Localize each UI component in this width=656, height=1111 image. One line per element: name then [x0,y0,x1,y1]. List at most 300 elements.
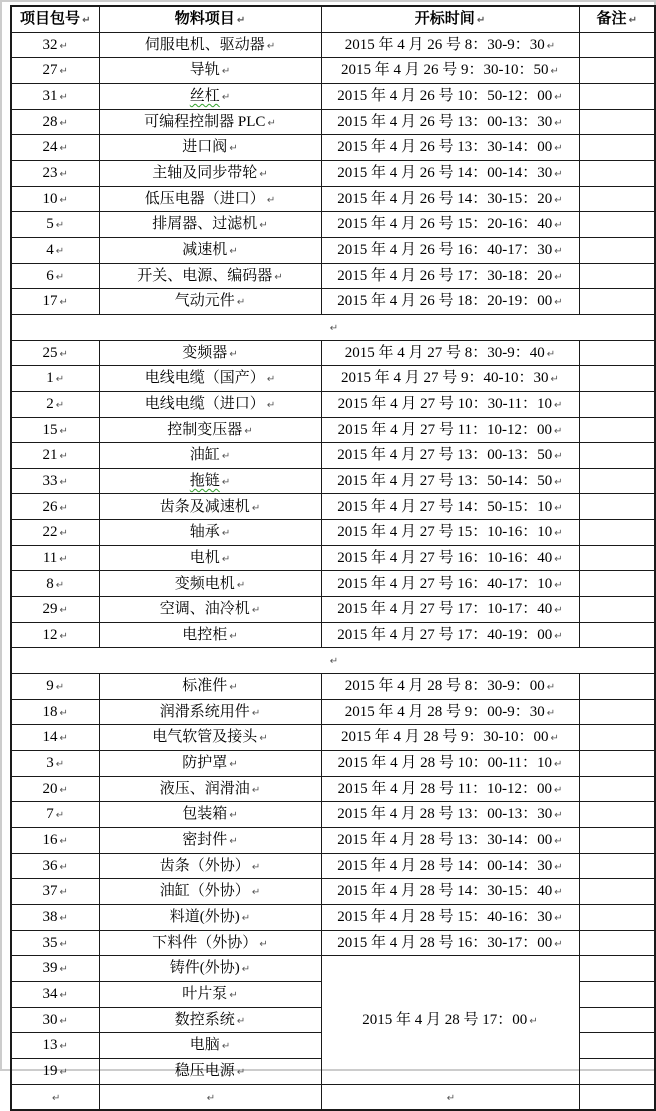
header-package-number[interactable] [11,6,99,32]
remark-cell[interactable] [579,58,655,84]
bid-time-cell[interactable] [321,468,579,494]
remark-cell[interactable] [579,1058,655,1084]
table-row [11,289,655,315]
bid-time-cell[interactable] [321,571,579,597]
material-item: 电线电缆（进口） [144,395,265,412]
bid-time-cell[interactable] [321,725,579,751]
table-row [11,571,655,597]
table-row [11,135,655,161]
material-item: 低压电器（进口） [144,190,265,207]
material-item-cell[interactable] [99,391,321,417]
package-number-cell[interactable] [11,545,99,571]
column-header-label: 项目包号 [20,11,81,28]
paragraph-mark-icon: ↵ [59,348,68,360]
package-number: 20 [42,780,58,797]
material-item-cell[interactable] [99,879,321,905]
package-number-cell[interactable] [11,263,99,289]
bid-time-cell[interactable] [321,263,579,289]
bid-time: 2015 年 4 月 27 号 16：40-17：10 [337,575,553,592]
material-item-cell[interactable] [99,828,321,854]
package-number-cell[interactable] [11,802,99,828]
remark-cell[interactable] [579,699,655,725]
package-number-cell[interactable] [11,828,99,854]
paragraph-mark-icon: ↵ [554,861,563,873]
package-number: 6 [46,267,54,284]
paragraph-mark-icon: ↵ [554,553,563,565]
remark-cell[interactable] [579,622,655,648]
package-number-cell[interactable] [11,674,99,700]
paragraph-mark-icon: ↵ [550,733,559,745]
package-number-cell[interactable] [11,956,99,982]
package-number: 8 [46,575,54,592]
remark-cell[interactable] [579,751,655,777]
bid-time-cell[interactable] [321,443,579,469]
package-number: 25 [42,344,58,361]
remark-cell[interactable] [579,468,655,494]
bid-time-cell[interactable] [321,699,579,725]
remark-cell[interactable] [579,417,655,443]
material-item: 轴承 [189,524,220,541]
bid-time-cell[interactable] [321,289,579,315]
package-number-cell[interactable] [11,1084,99,1110]
tail-empty-row [11,1084,655,1110]
material-item: 料道(外协) [169,909,240,926]
paragraph-mark-icon: ↵ [546,707,556,719]
bid-time-cell[interactable] [321,674,579,700]
material-item: 导轨 [189,62,220,79]
bid-time-cell[interactable] [321,58,579,84]
material-item-cell[interactable] [99,417,321,443]
bid-time: 2015 年 4 月 26 号 9：30-10：50 [341,62,549,79]
paragraph-mark-icon: ↵ [59,476,68,488]
remark-cell[interactable] [579,597,655,623]
package-number-cell[interactable] [11,853,99,879]
package-number: 24 [42,139,58,156]
table-row [11,160,655,186]
paragraph-mark-icon: ↵ [236,1015,246,1027]
package-number-cell[interactable] [11,622,99,648]
bid-time-cell[interactable] [321,186,579,212]
package-number-cell[interactable] [11,417,99,443]
paragraph-mark-icon: ↵ [259,938,268,950]
material-item: 气动元件 [174,293,235,310]
paragraph-mark-icon: ↵ [59,938,68,950]
package-number-cell[interactable] [11,981,99,1007]
bid-time-cell[interactable] [321,879,579,905]
paragraph-mark-icon: ↵ [59,887,68,899]
package-number-cell[interactable] [11,1058,99,1084]
paragraph-mark-icon: ↵ [554,220,563,232]
package-number-cell[interactable] [11,186,99,212]
paragraph-mark-icon: ↵ [52,1092,61,1104]
paragraph-mark-icon: ↵ [251,784,261,796]
remark-cell[interactable] [579,520,655,546]
material-item-cell[interactable] [99,904,321,930]
table-row [11,109,655,135]
bid-time-cell[interactable] [321,545,579,571]
material-item-cell[interactable] [99,1084,321,1110]
material-item-cell[interactable] [99,109,321,135]
package-number: 28 [42,113,58,130]
material-item-cell[interactable] [99,160,321,186]
material-item-cell[interactable] [99,725,321,751]
package-number-cell[interactable] [11,776,99,802]
bid-time-cell[interactable] [321,930,579,956]
paragraph-mark-icon: ↵ [236,297,246,309]
paragraph-mark-icon: ↵ [229,245,238,257]
paragraph-mark-icon: ↵ [59,990,68,1002]
package-number-cell[interactable] [11,468,99,494]
package-number-cell[interactable] [11,366,99,392]
material-item-cell[interactable] [99,135,321,161]
material-item-cell[interactable] [99,776,321,802]
package-number: 21 [42,447,58,464]
paragraph-mark-icon: ↵ [59,143,68,155]
material-item-cell[interactable] [99,571,321,597]
material-item-cell[interactable] [99,83,321,109]
remark-cell[interactable] [579,828,655,854]
material-item-cell[interactable] [99,751,321,777]
remark-cell[interactable] [579,853,655,879]
remark-cell[interactable] [579,83,655,109]
remark-cell[interactable] [579,571,655,597]
bid-time-cell[interactable] [321,1084,579,1110]
material-item-cell[interactable] [99,340,321,366]
package-number: 31 [42,88,58,105]
remark-cell[interactable] [579,135,655,161]
bid-time-cell[interactable] [321,340,579,366]
bid-time-cell[interactable] [321,160,579,186]
material-item-cell[interactable] [99,1007,321,1033]
remark-cell[interactable] [579,802,655,828]
package-number-cell[interactable] [11,699,99,725]
paragraph-mark-icon: ↵ [59,297,68,309]
paragraph-mark-icon: ↵ [267,117,276,129]
remark-cell[interactable] [579,391,655,417]
separator-cell[interactable] [11,648,655,674]
material-item-cell[interactable] [99,443,321,469]
material-item-cell[interactable] [99,237,321,263]
table-row [11,83,655,109]
package-number-cell[interactable] [11,391,99,417]
material-item-cell[interactable] [99,545,321,571]
paragraph-mark-icon: ↵ [59,1066,68,1078]
remark-cell[interactable] [579,930,655,956]
material-item-cell[interactable] [99,802,321,828]
package-number-cell[interactable] [11,725,99,751]
package-number: 7 [46,806,54,823]
bid-time: 2015 年 4 月 28 号 9：00-9：30 [344,703,545,720]
material-item-cell[interactable] [99,494,321,520]
package-number: 19 [42,1062,58,1079]
header-material-item[interactable] [99,6,321,32]
remark-cell[interactable] [579,212,655,238]
header-bid-time[interactable] [321,6,579,32]
bid-time-cell[interactable] [321,853,579,879]
paragraph-mark-icon: ↵ [221,528,231,540]
remark-cell[interactable] [579,956,655,982]
package-number-cell[interactable] [11,340,99,366]
material-item-cell[interactable] [99,853,321,879]
table-row [11,520,655,546]
package-number-cell[interactable] [11,237,99,263]
package-number-cell[interactable] [11,930,99,956]
remark-cell[interactable] [579,32,655,58]
paragraph-mark-icon: ↵ [236,15,246,27]
remark-cell[interactable] [579,725,655,751]
bid-time-cell[interactable] [321,109,579,135]
material-item-cell[interactable] [99,212,321,238]
remark-cell[interactable] [579,289,655,315]
material-item-cell[interactable] [99,186,321,212]
material-item-cell[interactable] [99,622,321,648]
package-number-cell[interactable] [11,1033,99,1059]
remark-cell[interactable] [579,494,655,520]
remark-cell[interactable] [579,674,655,700]
material-item-cell[interactable] [99,366,321,392]
bid-time: 2015 年 4 月 26 号 17：30-18：20 [337,267,553,284]
material-item: 齿条及减速机 [159,498,250,515]
package-number-cell[interactable] [11,32,99,58]
paragraph-mark-icon: ↵ [241,913,251,925]
paragraph-mark-icon: ↵ [221,553,231,565]
table-header-row [11,6,655,32]
paragraph-mark-icon: ↵ [59,40,68,52]
material-item-cell[interactable] [99,930,321,956]
bid-time: 2015 年 4 月 27 号 9：40-10：30 [341,370,549,387]
package-number-cell[interactable] [11,135,99,161]
paragraph-mark-icon: ↵ [554,759,563,771]
table-row [11,32,655,58]
paragraph-mark-icon: ↵ [554,117,563,129]
material-item: 防护罩 [182,755,228,772]
material-item: 空调、油冷机 [159,601,250,618]
bid-time-cell[interactable] [321,520,579,546]
paragraph-mark-icon: ↵ [554,630,563,642]
table-row [11,725,655,751]
material-item-cell[interactable] [99,58,321,84]
table-row [11,186,655,212]
bid-time-cell[interactable] [321,83,579,109]
paragraph-mark-icon: ↵ [554,425,563,437]
package-number: 1 [46,370,54,387]
package-number: 35 [42,934,58,951]
table-row [11,802,655,828]
remark-cell[interactable] [579,366,655,392]
material-item-cell[interactable] [99,699,321,725]
paragraph-mark-icon: ↵ [206,1092,216,1104]
paragraph-mark-icon: ↵ [546,40,556,52]
bid-time-cell[interactable] [321,597,579,623]
package-number: 30 [42,1011,58,1028]
paragraph-mark-icon: ↵ [554,245,563,257]
paragraph-mark-icon: ↵ [55,579,65,591]
remark-cell[interactable] [579,776,655,802]
paragraph-mark-icon: ↵ [476,15,486,27]
paragraph-mark-icon: ↵ [221,476,231,488]
material-item-cell[interactable] [99,674,321,700]
table-row [11,674,655,700]
package-number-cell[interactable] [11,289,99,315]
package-number-cell[interactable] [11,520,99,546]
material-item: 丝杠 [189,88,220,105]
remark-cell[interactable] [579,879,655,905]
package-number: 36 [42,857,58,874]
bid-time-cell[interactable] [321,622,579,648]
header-row [11,6,655,32]
package-number: 38 [42,909,58,926]
paragraph-mark-icon: ↵ [59,733,68,745]
paragraph-mark-icon: ↵ [229,682,238,694]
bid-time-cell[interactable] [321,956,579,1084]
bid-time-cell[interactable] [321,828,579,854]
remark-cell[interactable] [579,1033,655,1059]
package-number: 27 [42,62,58,79]
package-number: 3 [46,755,54,772]
material-item-cell[interactable] [99,1058,321,1084]
bid-time-cell[interactable] [321,32,579,58]
package-number-cell[interactable] [11,494,99,520]
bid-time-cell[interactable] [321,494,579,520]
paragraph-mark-icon: ↵ [59,502,68,514]
remark-cell[interactable] [579,263,655,289]
paragraph-mark-icon: ↵ [55,271,65,283]
remark-cell[interactable] [579,340,655,366]
package-number-cell[interactable] [11,1007,99,1033]
bid-time-cell[interactable] [321,366,579,392]
paragraph-mark-icon: ↵ [244,425,253,437]
material-item-cell[interactable] [99,1033,321,1059]
bid-time: 2015 年 4 月 27 号 16：10-16：40 [337,549,553,566]
paragraph-mark-icon: ↵ [550,66,559,78]
material-item: 油缸（外协） [159,883,250,900]
bid-time: 2015 年 4 月 28 号 14：30-15：40 [337,883,553,900]
remark-cell[interactable] [579,109,655,135]
remark-cell[interactable] [579,1084,655,1110]
table-body [11,32,655,1110]
paragraph-mark-icon: ↵ [221,451,231,463]
paragraph-mark-icon: ↵ [59,553,68,565]
bid-time-cell[interactable] [321,802,579,828]
material-item: 标准件 [182,678,228,695]
paragraph-mark-icon: ↵ [554,605,563,617]
material-item-cell[interactable] [99,520,321,546]
bid-time-cell[interactable] [321,904,579,930]
remark-cell[interactable] [579,443,655,469]
bid-time-cell[interactable] [321,751,579,777]
bid-time-cell[interactable] [321,212,579,238]
table-row [11,622,655,648]
material-item: 包装箱 [182,806,228,823]
remark-cell[interactable] [579,904,655,930]
remark-cell[interactable] [579,160,655,186]
remark-cell[interactable] [579,981,655,1007]
material-item-cell[interactable] [99,468,321,494]
material-item-cell[interactable] [99,597,321,623]
bid-time: 2015 年 4 月 28 号 11：10-12：00 [337,780,553,797]
table-row [11,853,655,879]
material-item: 叶片泵 [182,986,228,1003]
package-number-cell[interactable] [11,83,99,109]
table-row [11,776,655,802]
package-number-cell[interactable] [11,571,99,597]
remark-cell[interactable] [579,545,655,571]
material-item: 数控系统 [174,1011,235,1028]
table-row [11,879,655,905]
paragraph-mark-icon: ↵ [259,169,268,181]
material-item: 开关、电源、编码器 [137,267,273,284]
material-item-cell[interactable] [99,32,321,58]
package-number-cell[interactable] [11,58,99,84]
material-item-cell[interactable] [99,956,321,982]
separator-cell[interactable] [11,314,655,340]
bid-time-cell[interactable] [321,417,579,443]
package-number: 4 [46,241,54,258]
bid-time-cell[interactable] [321,237,579,263]
remark-cell[interactable] [579,237,655,263]
paragraph-mark-icon: ↵ [59,707,68,719]
bid-time: 2015 年 4 月 28 号 9：30-10：00 [341,729,549,746]
material-item: 伺服电机、驱动器 [144,36,265,53]
package-number-cell[interactable] [11,212,99,238]
package-number: 17 [42,293,58,310]
paragraph-mark-icon: ↵ [59,1015,68,1027]
bid-time-cell[interactable] [321,391,579,417]
bid-time-cell[interactable] [321,776,579,802]
material-item-cell[interactable] [99,263,321,289]
package-number-cell[interactable] [11,109,99,135]
material-item-cell[interactable] [99,289,321,315]
package-number-cell[interactable] [11,597,99,623]
bid-time: 2015 年 4 月 26 号 18：20-19：00 [337,293,553,310]
material-item: 润滑系统用件 [159,703,250,720]
paragraph-mark-icon: ↵ [229,630,238,642]
package-number-cell[interactable] [11,751,99,777]
paragraph-mark-icon: ↵ [329,656,339,668]
table-row [11,366,655,392]
package-number-cell[interactable] [11,879,99,905]
package-number: 10 [42,190,58,207]
paragraph-mark-icon: ↵ [59,194,68,206]
material-item: 拖链 [189,472,220,489]
paragraph-mark-icon: ↵ [55,399,65,411]
remark-cell[interactable] [579,186,655,212]
package-number-cell[interactable] [11,904,99,930]
material-item-cell[interactable] [99,981,321,1007]
material-item: 变频器 [182,344,228,361]
bid-time-cell[interactable] [321,135,579,161]
paragraph-mark-icon: ↵ [251,861,261,873]
table-row [11,391,655,417]
package-number: 29 [42,601,58,618]
paragraph-mark-icon: ↵ [59,92,68,104]
table-row [11,597,655,623]
header-remark[interactable] [579,6,655,32]
paragraph-mark-icon: ↵ [59,66,68,78]
paragraph-mark-icon: ↵ [59,117,68,129]
package-number-cell[interactable] [11,443,99,469]
paragraph-mark-icon: ↵ [259,733,268,745]
paragraph-mark-icon: ↵ [554,169,563,181]
remark-cell[interactable] [579,1007,655,1033]
bid-time: 2015 年 4 月 27 号 11：10-12：00 [337,421,553,438]
paragraph-mark-icon: ↵ [251,605,261,617]
package-number-cell[interactable] [11,160,99,186]
package-number: 39 [42,960,58,977]
bid-time: 2015 年 4 月 27 号 10：30-11：10 [337,395,553,412]
bid-time: 2015 年 4 月 27 号 15：10-16：10 [337,524,553,541]
paragraph-mark-icon: ↵ [236,1066,246,1078]
